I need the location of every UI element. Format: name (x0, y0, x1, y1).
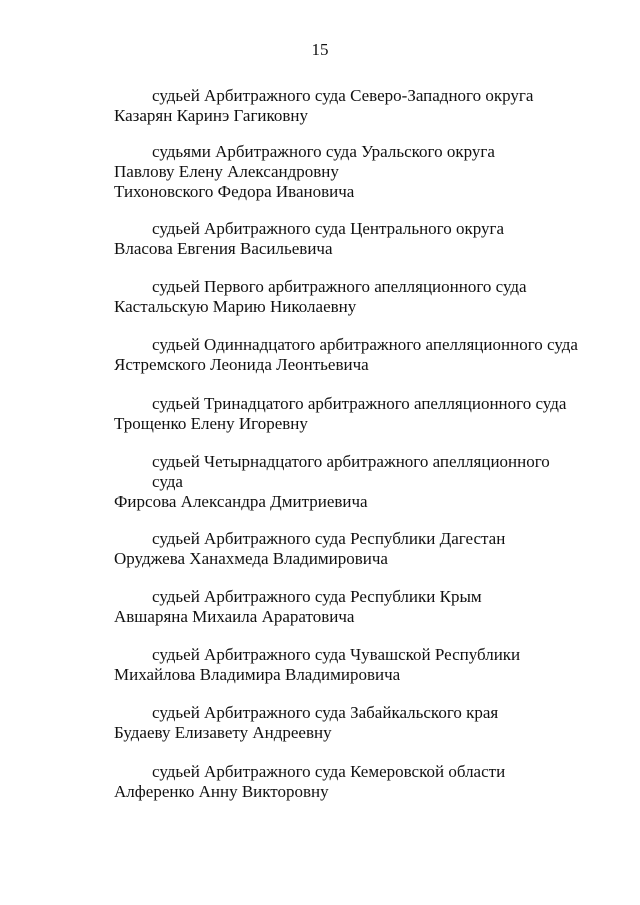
judge-name: Кастальскую Марию Николаевну (114, 297, 357, 316)
judge-name: Оруджева Ханахмеда Владимировича (114, 549, 388, 568)
judge-name: Ястремского Леонида Леонтьевича (114, 355, 369, 374)
judge-name: Власова Евгения Васильевича (114, 239, 333, 258)
appointment-entry (0, 394, 640, 434)
court-title: судьей Арбитражного суда Республики Дагестан (152, 529, 506, 548)
appointment-entry (0, 703, 640, 743)
appointment-entry (0, 529, 640, 569)
court-title: судьей Первого арбитражного апелляционного суда (152, 277, 527, 296)
judge-name: Будаеву Елизавету Андреевну (114, 723, 332, 742)
judge-name: Павлову Елену Александровну (114, 162, 339, 181)
appointment-entry (0, 452, 640, 512)
court-title: судьей Арбитражного суда Забайкальского края (152, 703, 499, 722)
judge-name: Казарян Каринэ Гагиковну (114, 106, 309, 125)
appointment-entry (0, 86, 640, 126)
appointment-entry (0, 219, 640, 259)
judge-name: Михайлова Владимира Владимировича (114, 665, 401, 684)
judge-name: Трощенко Елену Игоревну (114, 414, 308, 433)
appointment-entry (0, 645, 640, 685)
court-title: судьями Арбитражного суда Уральского округа (152, 142, 495, 161)
court-title: судьей Арбитражного суда Республики Крым (152, 587, 482, 606)
appointment-entry (0, 335, 640, 375)
judge-name: Фирсова Александра Дмитриевича (114, 492, 368, 511)
appointment-entry (0, 587, 640, 627)
court-title: судьей Арбитражного суда Центрального округа (152, 219, 505, 238)
page-number: 15 (311, 40, 329, 59)
court-title: судьей Арбитражного суда Кемеровской области (152, 762, 506, 781)
appointment-entry (0, 762, 640, 802)
court-title: судьей Арбитражного суда Северо-Западного округа (152, 86, 534, 105)
appointment-entry (0, 277, 640, 317)
judge-name: Алференко Анну Викторовну (114, 782, 329, 801)
court-title: судьей Одиннадцатого арбитражного апелляционного суда (152, 335, 578, 354)
appointment-entry (0, 142, 640, 202)
court-title: судьей Арбитражного суда Чувашской Республики (152, 645, 521, 664)
court-title: судьей Тринадцатого арбитражного апелляционного суда (152, 394, 567, 413)
court-title: судьей Четырнадцатого арбитражного апелляционного суда (152, 452, 550, 491)
judge-name: Тихоновского Федора Ивановича (114, 182, 355, 201)
judge-name: Авшаряна Михаила Араратовича (114, 607, 355, 626)
